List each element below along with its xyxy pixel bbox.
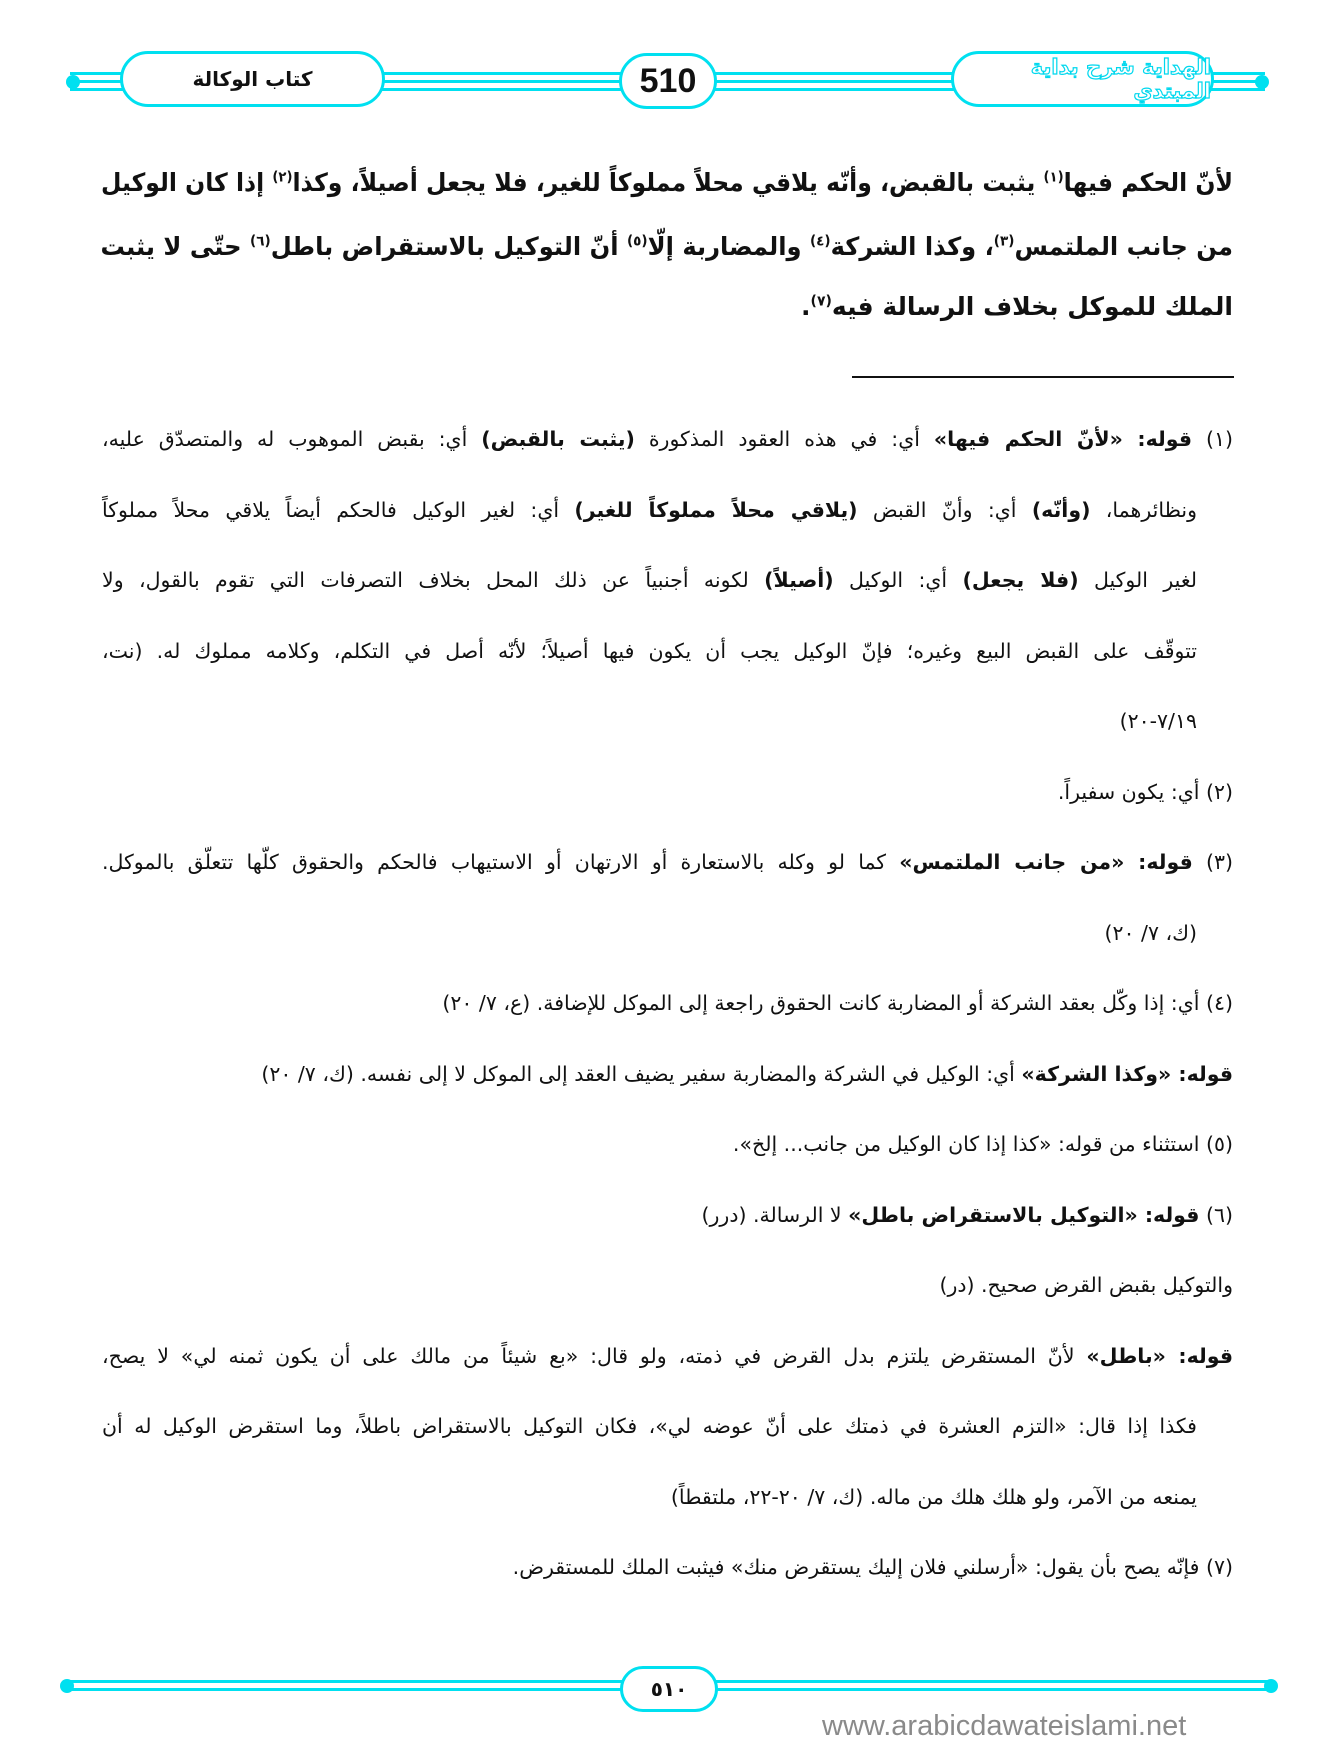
text-segment: من جانب الملتمس <box>1014 232 1233 261</box>
text-segment: (١) <box>1192 427 1234 451</box>
text-segment: (٥) استثناء من قوله: «كذا إذا كان الوكيل من جانب... إلخ». <box>732 1132 1233 1156</box>
text-segment: (٦) <box>1199 1202 1233 1227</box>
footnote-line <box>102 850 1233 874</box>
footnote-line <box>1120 709 1197 733</box>
page-number: 510 <box>639 61 697 100</box>
chapter-title: كتاب الوكالة <box>192 67 313 91</box>
main-text-line <box>101 168 1233 197</box>
book-logo-box <box>951 51 1214 107</box>
quoted-term: (أصيلاً) <box>764 568 834 592</box>
text-segment: لأنّ المستقرض يلتزم بدل القرض في ذمته، ولو قال: «بع شيئاً من مالك على أن يكون ثمنه لي» لا يصح، <box>102 1343 1087 1368</box>
text-segment: إذا كان الوكيل <box>101 168 273 197</box>
quoted-term: قوله: «باطل» <box>1086 1343 1234 1368</box>
text-segment: الملك للموكل بخلاف الرسالة فيه <box>831 292 1233 321</box>
quoted-term: (فلا يجعل) <box>962 568 1079 592</box>
footnote-line <box>102 568 1197 592</box>
footnote-line <box>1104 921 1197 945</box>
quoted-term: قوله: «التوكيل بالاستقراض باطل» <box>848 1202 1200 1227</box>
ornament-knob-left <box>60 1679 74 1693</box>
text-segment: يمنعه من الآمر، ولو هلك هلك من ماله. (ك، ٧/ ٢٠-٢٢، ملتقطاً) <box>670 1484 1197 1509</box>
watermark: www.arabicdawateislami.net <box>822 1710 1187 1742</box>
main-text-line <box>101 232 1233 261</box>
ornament-knob-right <box>1255 75 1269 89</box>
quoted-term: قوله: «وكذا الشركة» <box>1021 1061 1233 1086</box>
text-segment: لأنّ الحكم فيها <box>1063 168 1233 197</box>
text-segment: أنّ التوكيل بالاستقراض باطل <box>270 232 627 261</box>
quoted-term: قوله: «من جانب الملتمس» <box>899 850 1193 874</box>
footer-page-number-box <box>620 1666 718 1712</box>
text-segment: ونظائرهما، <box>1090 497 1198 522</box>
text-segment: أي: الوكيل <box>833 568 963 592</box>
footnote-line <box>1058 780 1233 804</box>
quoted-term: (يلاقي محلاً مملوكاً للغير) <box>574 497 858 522</box>
quoted-term: (يثبت بالقبض) <box>481 427 635 451</box>
text-segment: أي: في هذه العقود المذكورة <box>634 427 934 451</box>
main-text-line <box>101 292 1233 321</box>
footer-page-number: ٥١٠ <box>650 1677 688 1701</box>
footnote-line <box>102 498 1197 522</box>
footnote-line <box>939 1273 1233 1297</box>
quoted-term: قوله: «لأنّ الحكم فيها» <box>933 427 1193 451</box>
footnote-line <box>702 1203 1233 1227</box>
footnote-separator <box>852 376 1234 378</box>
ornament-knob-left <box>66 75 80 89</box>
text-segment: لكونه أجنبياً عن ذلك المحل بخلاف التصرفات التي تقوم بالقول، ولا <box>102 568 765 592</box>
footnote-ref[interactable]: (٥) <box>626 233 648 250</box>
footnote-ref[interactable]: (١) <box>1043 169 1064 186</box>
footnote-line <box>733 1132 1233 1156</box>
text-segment: لا الرسالة. (درر) <box>701 1202 849 1227</box>
text-segment: والمضاربة إلّا <box>647 232 810 261</box>
footnote-line <box>102 1344 1233 1368</box>
footnote-ref[interactable]: (٦) <box>250 233 271 250</box>
footnote-line <box>102 1414 1197 1438</box>
ornament-knob-right <box>1264 1679 1278 1693</box>
text-segment: (٢) أي: يكون سفيراً. <box>1057 779 1233 804</box>
text-segment: (٧) فإنّه يصح بأن يقول: «أرسلني فلان إليك يستقرض منك» فيثبت الملك للمستقرض. <box>512 1555 1233 1579</box>
footnote-line <box>442 991 1233 1015</box>
footnote-line <box>671 1485 1197 1509</box>
quoted-term: (وأنّه) <box>1031 497 1091 522</box>
text-segment: يثبت بالقبض، وأنّه يلاقي محلاً مملوكاً للغير، فلا يجعل أصيلاً، وكذا <box>292 168 1044 197</box>
footnote-line <box>102 639 1197 663</box>
text-segment: . <box>801 292 811 321</box>
text-segment: فكذا إذا قال: «التزم العشرة في ذمتك على أنّ عوضه لي»، فكان التوكيل بالاستقراض باطلاً، وما استقرض الوكيل له أن <box>102 1414 1197 1438</box>
text-segment: والتوكيل بقبض القرض صحيح. (در) <box>939 1273 1233 1297</box>
footnote-ref[interactable]: (٧) <box>810 293 832 310</box>
footnote-line <box>102 427 1233 451</box>
text-segment: أي: وأنّ القبض <box>857 497 1032 522</box>
text-segment: لغير الوكيل <box>1078 568 1197 592</box>
footnote-ref[interactable]: (٢) <box>272 169 293 186</box>
page-number-box <box>619 53 717 109</box>
text-segment: ٧/١٩-٢٠) <box>1119 709 1197 733</box>
footnote-line <box>261 1062 1233 1086</box>
text-segment: أي: بقبض الموهوب له والمتصدّق عليه، <box>102 427 482 451</box>
text-segment: أي: الوكيل في الشركة والمضاربة سفير يضيف العقد إلى الموكل لا إلى نفسه. (ك، ٧/ ٢٠) <box>261 1061 1022 1086</box>
footnote-ref[interactable]: (٣) <box>993 233 1015 250</box>
text-segment: (٣) <box>1192 850 1234 874</box>
footnote-ref[interactable]: (٤) <box>809 233 831 250</box>
book-logo: الهداية شرح بداية المبتدي <box>1030 55 1211 103</box>
chapter-title-box <box>120 51 385 107</box>
text-segment: حتّى لا يثبت <box>100 232 251 261</box>
text-segment: أي: لغير الوكيل فالحكم أيضاً يلاقي محلاً مملوكاً <box>102 497 575 522</box>
text-segment: كما لو وكله بالاستعارة أو الارتهان أو الاستيهاب فالحكم والحقوق كلّها تتعلّق بالموكل. <box>102 850 900 874</box>
text-segment: (٤) أي: إذا وكّل بعقد الشركة أو المضاربة كانت الحقوق راجعة إلى الموكل للإضافة. (ع، ٧/ ٢٠) <box>442 991 1233 1015</box>
text-segment: تتوقّف على القبض البيع وغيره؛ فإنّ الوكيل يجب أن يكون فيها أصيلاً؛ لأنّه أصل في التكلم، وكلامه مملوك له. (نت، <box>102 638 1197 663</box>
text-segment: ، وكذا الشركة <box>830 232 994 261</box>
text-segment: (ك، ٧/ ٢٠) <box>1104 920 1197 945</box>
footnote-line <box>513 1555 1233 1579</box>
